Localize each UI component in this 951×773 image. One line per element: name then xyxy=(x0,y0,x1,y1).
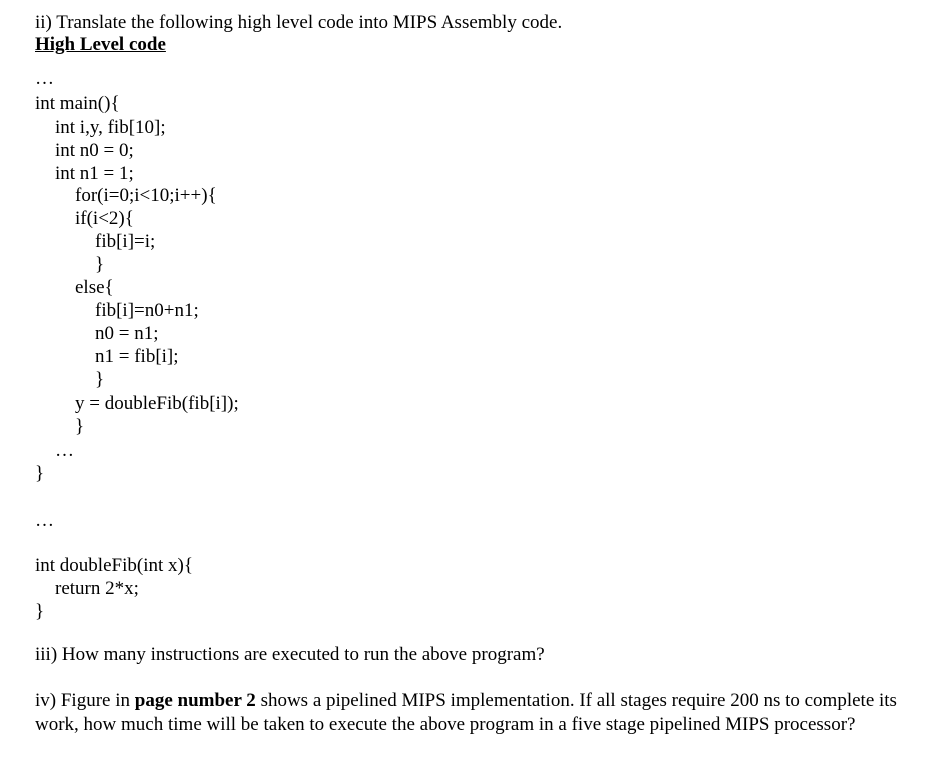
code-else-close: } xyxy=(95,369,105,390)
code-fib-assign-i: fib[i]=i; xyxy=(95,231,156,252)
code-ellipsis-between: … xyxy=(35,510,54,531)
code-fib-sum: fib[i]=n0+n1; xyxy=(95,300,199,321)
code-func-close: } xyxy=(35,601,45,622)
code-heading: High Level code xyxy=(35,34,166,55)
question-iv-text xyxy=(35,689,940,737)
code-for-close: } xyxy=(75,416,85,437)
code-n1-assign: n1 = fib[i]; xyxy=(95,346,179,367)
code-func-decl: int doubleFib(int x){ xyxy=(35,555,193,576)
question-iii-text: iii) How many instructions are executed to run the above program? xyxy=(35,644,545,665)
code-ellipsis-top: … xyxy=(35,68,54,89)
question-iv-prefix: iv) Figure in xyxy=(35,690,135,711)
code-if-close: } xyxy=(95,254,105,275)
code-call-double: y = doubleFib(fib[i]); xyxy=(75,393,239,414)
code-decl-n0: int n0 = 0; xyxy=(55,140,134,161)
code-else-open: else{ xyxy=(75,277,114,298)
code-main-decl: int main(){ xyxy=(35,93,120,114)
question-ii-text: ii) Translate the following high level code into MIPS Assembly code. xyxy=(35,12,563,33)
question-iv-suffix: shows a pipelined MIPS implementation. If all stages require 200 ns to complete its work, how much time will be taken to execute the above program in a five stage pipelined MIPS processor? xyxy=(35,690,897,735)
code-if-cond: if(i<2){ xyxy=(75,208,134,229)
code-for-loop: for(i=0;i<10;i++){ xyxy=(75,185,217,206)
code-decl-n1: int n1 = 1; xyxy=(55,163,134,184)
question-iv-bold: page number 2 xyxy=(134,690,256,711)
code-n0-assign: n0 = n1; xyxy=(95,323,159,344)
code-decl-vars: int i,y, fib[10]; xyxy=(55,117,166,138)
code-ellipsis-loop: … xyxy=(55,440,74,461)
code-main-close: } xyxy=(35,463,45,484)
code-func-return: return 2*x; xyxy=(55,578,139,599)
